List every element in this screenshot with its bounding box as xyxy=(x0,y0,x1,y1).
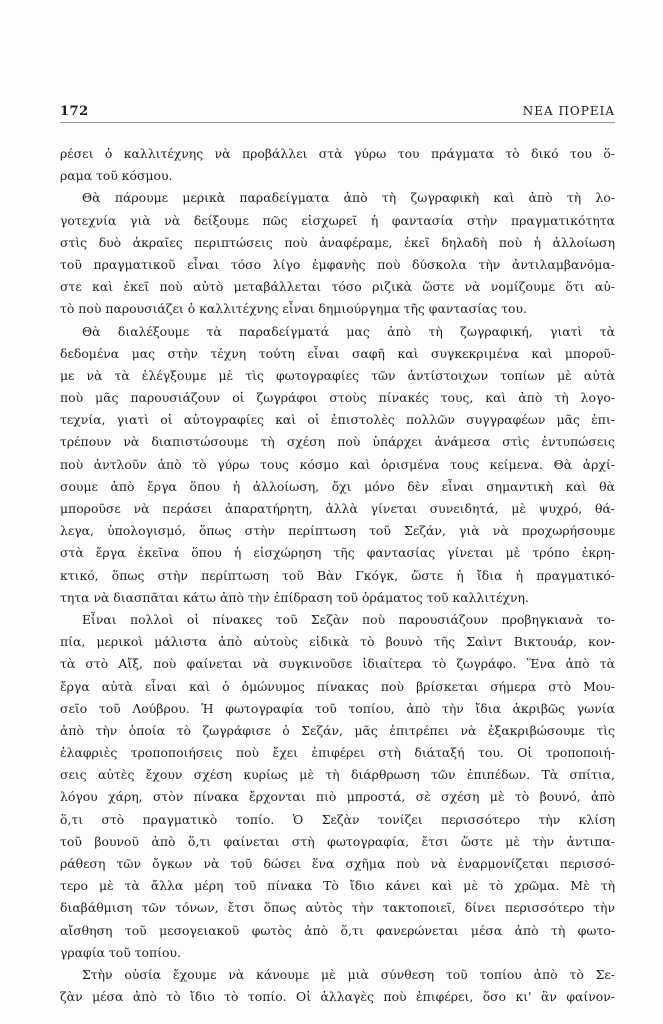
text-line: σουμε ἀπὸ ἔργα ὅπου ἡ ἀλλοίωση, ὄχι μόνο δὲν εἶναι σημαντικὴ καὶ θὰ xyxy=(60,478,615,494)
text-line: δεδομένα μας στὴν τέχνη τούτη εἶναι σαφῆ καὶ συγκεκριμένα καὶ μποροῦ- xyxy=(60,345,615,361)
text-line: γοτεχνία γιὰ νὰ δείξουμε πῶς εἰσχωρεῖ ἡ φαντασία στὴν πραγματικότητα xyxy=(60,212,615,228)
text-line: γραφία τοῦ τοπίου. xyxy=(60,944,181,960)
text-line: τοῦ βουνοῦ ἀπὸ ὅ,τι φαίνεται στὴ φωτογραφία, ἔτσι ὥστε μὲ τὴν ἀντιπα- xyxy=(60,833,615,849)
text-line: αἴσθηση τοῦ μεσογειακοῦ φωτὸς ἀπὸ ὅ,τι φανερώνεται μέσα ἀπὸ τὴ φωτο- xyxy=(60,922,615,938)
text-line: ὅ,τι στὸ πραγματικὸ τοπίο. Ὁ Σεζὰν τονίζει περισσότερο τὴν κλίση xyxy=(60,811,615,827)
paragraph-first-line: Εἶναι πολλοὶ οἱ πίνακες τοῦ Σεζὰν ποὺ παρουσιάζουν προβηγκιανὰ το- xyxy=(82,611,615,627)
text-line: ἔργα αὐτὰ εἶναι καὶ ὁ ὁμώνυμος πίνακας ποὺ βρίσκεται σήμερα στὸ Μου- xyxy=(60,678,615,694)
text-line: ρέσει ὁ καλλιτέχνης νὰ προβάλλει στὰ γύρω του πράγματα τὸ δικό του ὅ- xyxy=(60,146,615,161)
text-line: μποροῦσε νὰ περάσει ἀπαρατήρητη, ἀλλὰ γίνεται συνειδητά, μὲ ψυχρό, θά- xyxy=(60,501,615,516)
page-number: 172 xyxy=(60,104,89,119)
text-line: τερο μὲ τὰ ἄλλα μέρη τοῦ πίνακα Τὸ ἴδιο κάνει καὶ μὲ τὸ χρῶμα. Μὲ τὴ xyxy=(60,878,615,894)
text-line: λεγα, ὑπολογισμό, ὅπως στὴν περίπτωση τοῦ Σεζάν, γιὰ νὰ προχωρήσουμε xyxy=(60,523,615,539)
text-line: διαβάθμιση τῶν τόνων, ἔτσι ὅπως αὐτὸς τὴν τακτοποιεῖ, δίνει περισσότερο τὴν xyxy=(60,900,615,916)
text-line: στε καὶ ἐκεῖ ποὺ αὐτὸ μεταβάλλεται τόσο ριζικὰ ὥστε νὰ νομίζουμε ὅτι αὐ- xyxy=(60,279,615,295)
text-line: τητα νὰ διασπᾶται κάτω ἀπὸ τὴν ἐπίδραση τοῦ ὁράματος τοῦ καλλιτέχνη. xyxy=(60,589,529,605)
text-line: ραμα τοῦ κόσμου. xyxy=(60,168,173,184)
text-line: τοῦ πραγματικοῦ εἶναι τόσο λίγο ἐμφανὴς ποὺ δύσκολα τὴν ἀντιλαμβανόμα- xyxy=(60,256,615,272)
text-line: τεχνία, γιατὶ οἱ αὐτογραφίες καὶ οἱ ἐπιστολὲς πολλῶν συγγραφέων μᾶς ἐπι- xyxy=(60,412,615,428)
text-line: ράθεση τῶν ὄγκων νὰ τοῦ δώσει ἕνα σχῆμα ποὺ νὰ ἐναρμονίζεται περισσό- xyxy=(60,856,615,871)
text-line: σεῖο τοῦ Λούβρου. Ἡ φωτογραφία τοῦ τοπίου, ἀπὸ τὴν ἴδια ἀκριβῶς γωνία xyxy=(60,700,615,716)
paragraph-first-line: Θὰ πάρουμε μερικὰ παραδείγματα ἀπὸ τὴ ζωγραφικὴ καὶ ἀπὸ τὴ λο- xyxy=(82,190,615,206)
text-line: πία, μερικοὶ μάλιστα ἀπὸ αὐτοὺς εἰδικὰ τὸ βουνὸ τῆς Σαὶντ Βικτουάρ, κον- xyxy=(60,634,615,650)
text-line: στὰ ἔργα ἐκεῖνα ὅπου ἡ εἰσχώρηση τῆς φαντασίας γίνεται μὲ τρόπο ἐκρη- xyxy=(60,545,615,561)
text-line: ἀπὸ τὴν ὁποία τὸ ζωγράφισε ὁ Σεζάν, μᾶς ἐπιτρέπει νὰ ἐξακριβώσουμε τὶς xyxy=(60,722,615,738)
text-line: ἐλαφριὲς τροποποιήσεις ποὺ ἔχει ἐπιφέρει στὴ διάταξή του. Οἱ τροποποιή- xyxy=(60,745,615,761)
paragraph-first-line: Στὴν οὐσία ἔχουμε νὰ κάνουμε μὲ μιὰ σύνθεση τοῦ τοπίου ἀπὸ τὸ Σε- xyxy=(82,966,615,982)
text-line: λόγου χάρη, στὸν πίνακα ἔρχονται πιὸ μπροστά, σὲ σχέση μὲ τὸ βουνό, ἀπὸ xyxy=(60,789,615,805)
text-line: τὸ ποὺ παρουσιάζει ὁ καλλιτέχνης εἶναι δημιούργημα τῆς φαντασίας του. xyxy=(60,301,527,317)
text-line: με νὰ τὰ ἐλέγξουμε μὲ τὶς φωτογραφίες τῶν ἀντίστοιχων τοπίων μὲ αὐτὰ xyxy=(60,367,615,383)
text-line: τρέπουν νὰ διαπιστώσουμε τὴ σχέση ποὺ ὑπάρχει ἀνάμεσα στὶς ἐντυπώσεις xyxy=(60,434,615,450)
running-head: ΝΕΑ ΠΟΡΕΙΑ xyxy=(522,104,615,118)
text-line: ποὺ μᾶς παρουσιάζουν οἱ ζωγράφοι στοὺς πίνακές τους, καὶ ἀπὸ τὴ λογο- xyxy=(60,390,615,406)
text-line: τὰ στὸ Αἴξ, ποὺ φαίνεται νὰ συγκινοῦσε ἰδιαίτερα τὸ ζωγράφο. Ἕνα ἀπὸ τὰ xyxy=(60,656,615,672)
body-text xyxy=(60,143,615,1008)
text-line: ζὰν μέσα ἀπὸ τὸ ἴδιο τὸ τοπίο. Οἱ ἀλλαγὲς ποὺ ἐπιφέρει, ὅσο κι' ἂν φαίνον- xyxy=(60,989,615,1005)
text-line: στὶς δυὸ ἀκραῖες περιπτώσεις ποὺ ἀναφέραμε, ἐκεῖ δηλαδὴ ποὺ ἡ ἀλλοίωση xyxy=(60,234,615,250)
paragraph-first-line: Θὰ διαλέξουμε τὰ παραδείγματά μας ἀπὸ τὴ ζωγραφική, γιατὶ τὰ xyxy=(82,323,615,339)
header-rule xyxy=(60,122,615,123)
page-header xyxy=(60,104,615,124)
text-line: κτικό, ὅπως στὴν περίπτωση τοῦ Βὰν Γκόγκ, ὥστε ἡ ἴδια ἡ πραγματικό- xyxy=(60,567,615,583)
text-line: σεις αὐτὲς ἔχουν σχέση κυρίως μὲ τὴ διάρθρωση τῶν ἐπιπέδων. Τὰ σπίτια, xyxy=(60,767,615,783)
text-line: ποὺ ἀντλοῦν ἀπὸ τὸ γύρω τους κόσμο καὶ ὁρισμένα τους κείμενα. Θὰ ἀρχί- xyxy=(60,456,615,472)
